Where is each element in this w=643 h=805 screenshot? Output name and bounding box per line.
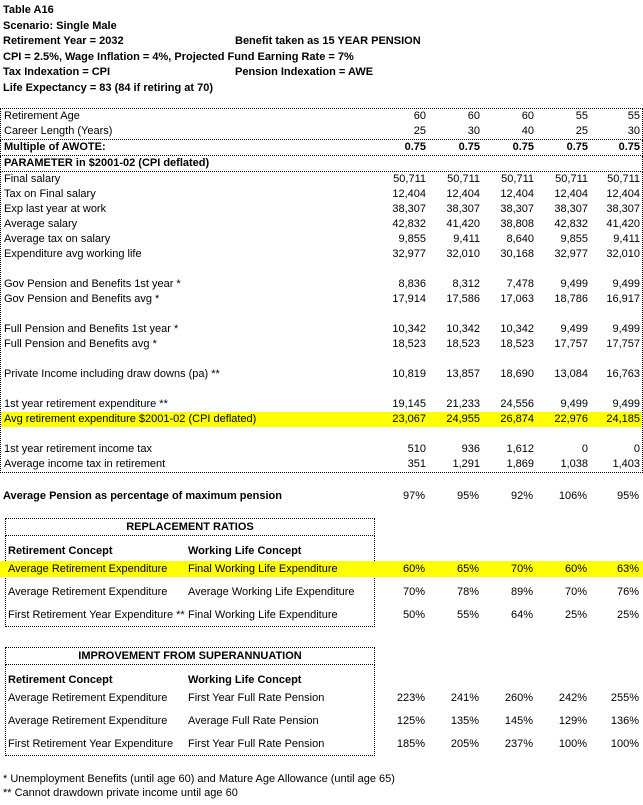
row-label: Average Pension as percentage of maximum pension (3, 490, 282, 502)
column-header: Working Life Concept (188, 545, 302, 557)
improvement-rows (0, 665, 643, 756)
table-row (1, 367, 642, 382)
cell-value: 32,977 (554, 248, 588, 260)
highlighted-table-row (1, 412, 642, 427)
row-label: Full Pension and Benefits avg * (4, 338, 157, 350)
table-row (1, 277, 642, 292)
cell-value: 32,977 (392, 248, 426, 260)
cell-value: 1,291 (452, 458, 480, 470)
cell-value: 18,523 (446, 338, 480, 350)
table-row (1, 292, 642, 307)
spacer-row (1, 427, 642, 442)
row-label: Avg retirement expenditure $2001-02 (CPI deflated) (4, 413, 257, 425)
replacement-rows (0, 536, 643, 627)
cell-value: 25 (413, 125, 426, 137)
cell-value: 18,786 (554, 293, 588, 305)
cell-value: 18,690 (500, 368, 534, 380)
table-row (1, 457, 642, 472)
row-label: 1st year retirement income tax (4, 443, 152, 455)
cell-value: 17,063 (500, 293, 534, 305)
cell-value: 38,808 (500, 218, 534, 230)
cell-value: 135% (450, 715, 479, 727)
cell-value: 50,711 (447, 173, 480, 185)
row-label: Full Pension and Benefits 1st year * (4, 323, 179, 335)
row-label: First Retirement Year Expenditure ** (8, 609, 185, 621)
table-row (1, 397, 642, 412)
cell-value: 223% (396, 692, 425, 704)
cell-value: 70% (510, 563, 533, 575)
cell-value: 10,342 (446, 323, 480, 335)
section-title: IMPROVEMENT FROM SUPERANNUATION (5, 647, 375, 665)
footnote: ** Cannot drawdown private income until age 60 (3, 787, 238, 799)
benefit-label: Benefit taken as 15 YEAR PENSION (235, 35, 421, 47)
row-label: Gov Pension and Benefits 1st year * (4, 278, 181, 290)
column-header: Retirement Concept (8, 674, 113, 686)
cell-value: 12,404 (606, 188, 640, 200)
cell-value: 16,763 (606, 368, 640, 380)
cell-value: 0.75 (512, 141, 534, 153)
cell-value: 0.75 (566, 141, 588, 153)
cell-value: 19,145 (392, 398, 426, 410)
cell-value: 25% (616, 609, 639, 621)
cell-value: 10,342 (392, 323, 426, 335)
cell-value: 1,038 (560, 458, 588, 470)
cell-value: 97% (402, 490, 425, 502)
row-label: Average Retirement Expenditure (8, 586, 168, 598)
cell-value: 65% (456, 563, 479, 575)
column-header: Retirement Concept (8, 545, 113, 557)
cell-value: 21,233 (446, 398, 480, 410)
section-title: REPLACEMENT RATIOS (5, 518, 375, 536)
cell-value: 241% (450, 692, 479, 704)
cell-value: 50% (402, 609, 425, 621)
cell-value: 13,857 (446, 368, 480, 380)
cell-value: 24,556 (500, 398, 534, 410)
cell-value: 60 (413, 110, 426, 122)
table-row (1, 187, 642, 202)
table-row (0, 736, 643, 752)
cell-value: 38,307 (446, 203, 480, 215)
cell-value: 95% (456, 490, 479, 502)
cell-value: 1,403 (612, 458, 640, 470)
row-label: Average Full Rate Pension (188, 715, 319, 727)
cell-value: 38,307 (606, 203, 640, 215)
cell-value: 38,307 (500, 203, 534, 215)
column-header-row (0, 542, 643, 560)
row-label: Final Working Life Expenditure (188, 563, 338, 575)
table-row (1, 156, 642, 171)
table-row (1, 217, 642, 232)
row-label: Average tax on salary (4, 233, 111, 245)
section-title: PARAMETER in $2001-02 (CPI deflated) (4, 157, 210, 169)
row-label: First Year Full Rate Pension (188, 692, 325, 704)
cell-value: 32,010 (606, 248, 640, 260)
retirement-benefit-line (3, 34, 643, 50)
cell-value: 30 (467, 125, 480, 137)
cell-value: 9,855 (560, 233, 588, 245)
cell-value: 24,955 (446, 413, 480, 425)
cell-value: 89% (510, 586, 533, 598)
cell-value: 9,499 (612, 398, 640, 410)
cell-value: 0.75 (618, 141, 640, 153)
cell-value: 60% (402, 563, 425, 575)
table-row (1, 442, 642, 457)
retirement-year-label: Retirement Year = 2032 (3, 35, 124, 47)
table-row (1, 232, 642, 247)
cell-value: 9,499 (560, 323, 588, 335)
cell-value: 92% (510, 490, 533, 502)
row-label: Private Income including draw downs (pa) ** (4, 368, 220, 380)
cell-value: 18,523 (392, 338, 426, 350)
cell-value: 22,976 (554, 413, 588, 425)
cell-value: 41,420 (606, 218, 640, 230)
table-row (1, 337, 642, 352)
cell-value: 0 (581, 443, 588, 455)
cell-value: 18,523 (500, 338, 534, 350)
cell-value: 70% (402, 586, 425, 598)
cell-value: 76% (616, 586, 639, 598)
row-label: Final salary (4, 173, 61, 185)
cell-value: 50,711 (555, 173, 588, 185)
cell-value: 9,411 (453, 233, 480, 245)
cell-value: 24,185 (606, 413, 640, 425)
cell-value: 12,404 (446, 188, 480, 200)
row-label: Career Length (Years) (4, 125, 113, 137)
cell-value: 17,757 (554, 338, 588, 350)
cell-value: 351 (407, 458, 426, 470)
cell-value: 260% (504, 692, 533, 704)
parameter-section (0, 172, 643, 473)
cell-value: 55 (627, 110, 640, 122)
cell-value: 9,499 (560, 278, 588, 290)
cell-value: 7,478 (506, 278, 534, 290)
table-row (1, 172, 642, 187)
cell-value: 100% (610, 738, 639, 750)
cell-value: 42,832 (554, 218, 588, 230)
cell-value: 50,711 (501, 173, 534, 185)
cell-value: 510 (407, 443, 426, 455)
cell-value: 64% (510, 609, 533, 621)
cell-value: 9,499 (612, 323, 640, 335)
cell-value: 17,757 (606, 338, 640, 350)
cell-value: 242% (558, 692, 587, 704)
cell-value: 129% (558, 715, 587, 727)
cell-value: 55 (575, 110, 588, 122)
table-row (0, 713, 643, 729)
cell-value: 100% (558, 738, 587, 750)
table-row (1, 140, 642, 155)
cell-value: 12,404 (500, 188, 534, 200)
cell-value: 38,307 (554, 203, 588, 215)
cell-value: 1,612 (506, 443, 534, 455)
cell-value: 41,420 (446, 218, 480, 230)
avg-pension-row (0, 489, 643, 504)
page-title: Table A16 (3, 4, 54, 16)
indexation-line (3, 65, 643, 81)
cell-value: 8,640 (506, 233, 534, 245)
cell-value: 23,067 (392, 413, 426, 425)
cell-value: 55% (456, 609, 479, 621)
cell-value: 50,711 (607, 173, 640, 185)
cell-value: 25% (564, 609, 587, 621)
report-header (0, 0, 643, 96)
cell-value: 38,307 (392, 203, 426, 215)
cell-value: 0.75 (404, 141, 426, 153)
awote-section (0, 140, 643, 156)
column-header-row (0, 671, 643, 689)
cell-value: 145% (504, 715, 533, 727)
tax-indexation-label: Tax Indexation = CPI (3, 66, 111, 78)
row-label: Expenditure avg working life (4, 248, 142, 260)
scenario-line: Scenario: Single Male (3, 19, 117, 32)
cell-value: 0.75 (458, 141, 480, 153)
table-row (0, 690, 643, 706)
row-label: Gov Pension and Benefits avg * (4, 293, 160, 305)
replacement-ratios-section (0, 518, 643, 627)
row-label: Multiple of AWOTE: (4, 141, 106, 153)
row-label: Final Working Life Expenditure (188, 609, 338, 621)
cell-value: 125% (396, 715, 425, 727)
cell-value: 9,499 (560, 398, 588, 410)
footnote: * Unemployment Benefits (until age 60) and Mature Age Allowance (until age 65) (3, 773, 395, 785)
cell-value: 78% (456, 586, 479, 598)
row-label: Average Retirement Expenditure (8, 563, 168, 575)
cell-value: 32,010 (446, 248, 480, 260)
cell-value: 185% (396, 738, 425, 750)
footnotes (0, 772, 643, 800)
row-label: Average Retirement Expenditure (8, 715, 168, 727)
table-row (1, 202, 642, 217)
row-label: Average Retirement Expenditure (8, 692, 168, 704)
row-label: Retirement Age (4, 110, 80, 122)
cell-value: 60% (564, 563, 587, 575)
cell-value: 9,499 (612, 278, 640, 290)
assumptions-line: CPI = 2.5%, Wage Inflation = 4%, Projected Fund Earning Rate = 7% (3, 50, 354, 63)
row-label: First Year Full Rate Pension (188, 738, 325, 750)
cell-value: 9,411 (613, 233, 640, 245)
spacer-row (1, 382, 642, 397)
age-career-section (0, 108, 643, 140)
highlighted-table-row (0, 561, 643, 577)
spacer-row (1, 307, 642, 322)
row-label: Average salary (4, 218, 78, 230)
table-row (1, 247, 642, 262)
table-row (1, 109, 642, 124)
cell-value: 63% (616, 563, 639, 575)
row-label: Average Working Life Expenditure (188, 586, 355, 598)
cell-value: 10,342 (500, 323, 534, 335)
cell-value: 17,586 (446, 293, 480, 305)
improvement-section (0, 647, 643, 756)
cell-value: 25 (575, 125, 588, 137)
table-row (0, 584, 643, 600)
cell-value: 30,168 (500, 248, 534, 260)
row-label: Exp last year at work (4, 203, 107, 215)
cell-value: 136% (610, 715, 639, 727)
cell-value: 30 (627, 125, 640, 137)
table-row (1, 322, 642, 337)
table-row (0, 607, 643, 623)
life-expectancy-line: Life Expectancy = 83 (84 if retiring at 70) (3, 81, 213, 94)
cell-value: 60 (521, 110, 534, 122)
row-label: 1st year retirement expenditure ** (4, 398, 168, 410)
cell-value: 42,832 (392, 218, 426, 230)
cell-value: 16,917 (606, 293, 640, 305)
row-label: First Retirement Year Expenditure (8, 738, 174, 750)
row-label: Average income tax in retirement (4, 458, 166, 470)
column-header: Working Life Concept (188, 674, 302, 686)
pension-indexation-label: Pension Indexation = AWE (235, 66, 374, 78)
cell-value: 8,836 (398, 278, 426, 290)
cell-value: 10,819 (392, 368, 426, 380)
cell-value: 106% (558, 490, 587, 502)
cell-value: 0 (633, 443, 640, 455)
spacer-row (1, 262, 642, 277)
cell-value: 205% (450, 738, 479, 750)
cell-value: 12,404 (392, 188, 426, 200)
cell-value: 40 (521, 125, 534, 137)
cell-value: 936 (461, 443, 480, 455)
row-label: Tax on Final salary (4, 188, 96, 200)
cell-value: 70% (564, 586, 587, 598)
cell-value: 13,084 (554, 368, 588, 380)
cell-value: 60 (467, 110, 480, 122)
cell-value: 12,404 (554, 188, 588, 200)
cell-value: 95% (616, 490, 639, 502)
main-table (0, 108, 643, 473)
cell-value: 9,855 (398, 233, 426, 245)
cell-value: 50,711 (393, 173, 426, 185)
cell-value: 255% (610, 692, 639, 704)
cell-value: 237% (504, 738, 533, 750)
table-row (1, 124, 642, 139)
cell-value: 1,869 (506, 458, 534, 470)
cell-value: 8,312 (452, 278, 480, 290)
cell-value: 26,874 (500, 413, 534, 425)
spacer-row (1, 352, 642, 367)
parameter-header-section (0, 156, 643, 172)
cell-value: 17,914 (392, 293, 426, 305)
